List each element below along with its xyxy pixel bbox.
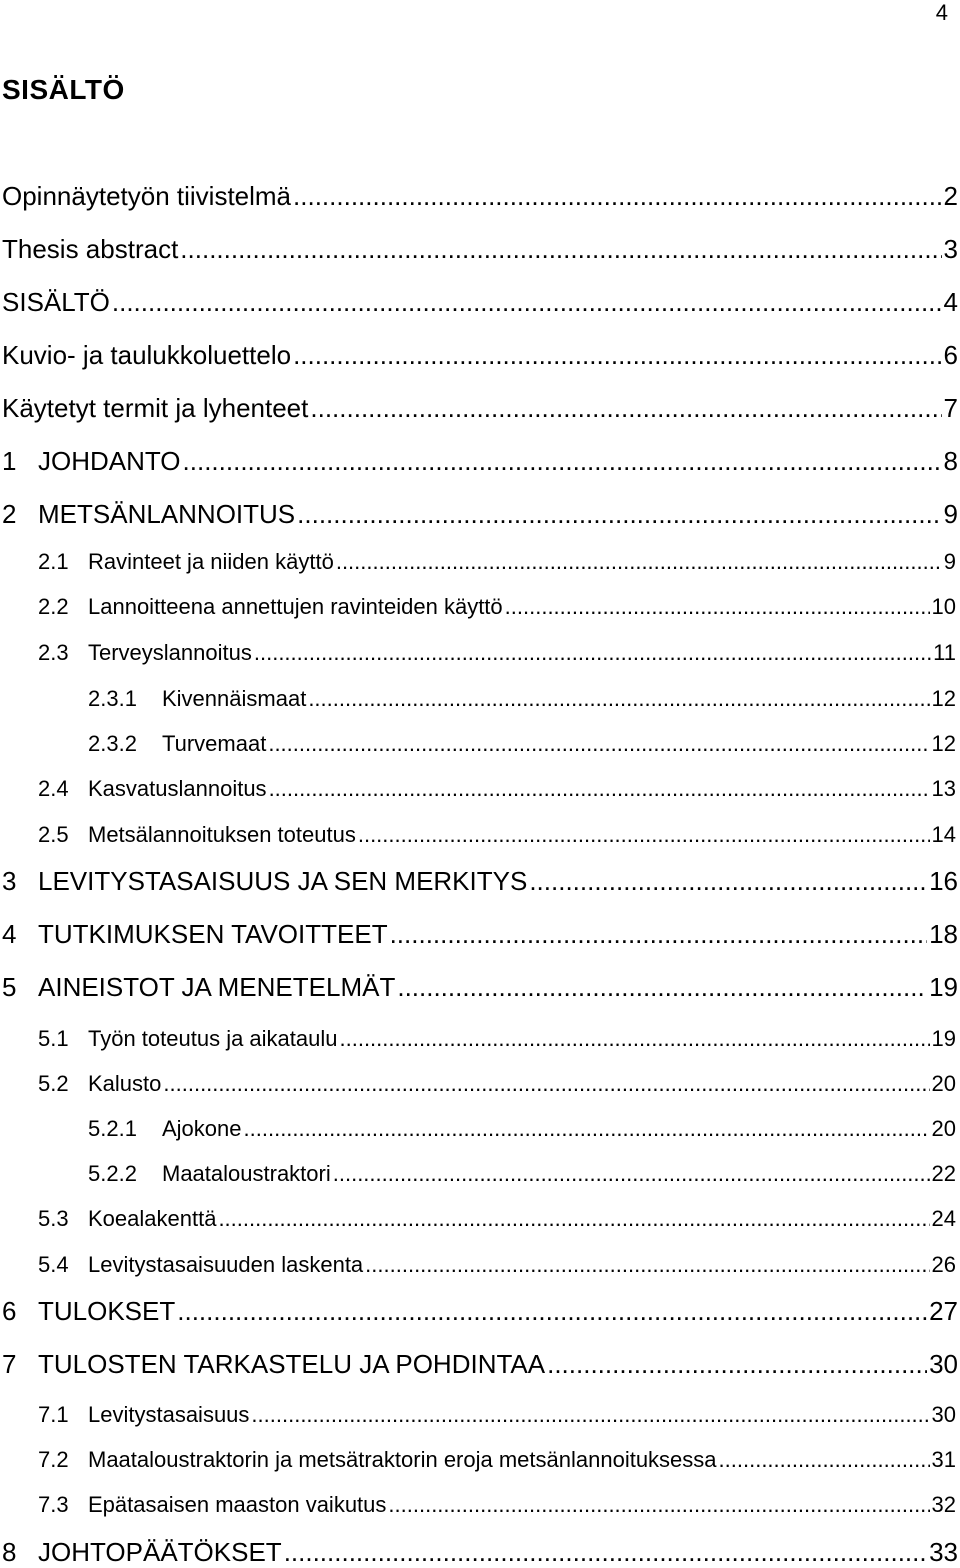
toc-entry-number: 4 [2, 919, 17, 949]
toc-entry-number: 5.2.1 [88, 1116, 137, 1141]
toc-entry[interactable] [2, 501, 958, 527]
toc-entry[interactable] [38, 551, 956, 573]
toc-entry-title: JOHDANTO [38, 446, 181, 476]
toc-entry-page: 11 [933, 640, 956, 665]
toc-entry-number: 2.4 [38, 776, 69, 801]
toc-entry-page: 6 [943, 340, 958, 370]
toc-entry-number: 2.3.2 [88, 731, 137, 756]
toc-dot-leader [112, 289, 942, 315]
toc-dot-leader [336, 551, 942, 573]
toc-entry-page: 33 [929, 1537, 958, 1567]
toc-entry-page: 13 [931, 776, 956, 801]
toc-entry-title: Terveyslannoitus [88, 640, 252, 665]
toc-entry-page: 9 [943, 549, 956, 574]
toc-entry-title: TUTKIMUKSEN TAVOITTEET [38, 919, 388, 949]
toc-entry[interactable] [38, 824, 956, 846]
toc-entry[interactable] [38, 1494, 956, 1516]
toc-entry-number: 7.2 [38, 1447, 69, 1472]
toc-entry-number: 1 [2, 446, 17, 476]
toc-entry-number: 5.2 [38, 1071, 69, 1096]
toc-dot-leader [529, 868, 927, 894]
page-number: 4 [935, 0, 948, 25]
toc-entry-page: 9 [943, 499, 958, 529]
toc-entry-page: 12 [931, 731, 956, 756]
toc-entry-title: Turvemaat [162, 731, 267, 756]
toc-entry-title: TULOKSET [38, 1296, 176, 1326]
toc-entry-title: Lannoitteena annettujen ravinteiden käyttö [88, 594, 503, 619]
toc-dot-leader [333, 1163, 930, 1185]
toc-entry-page: 26 [931, 1252, 956, 1277]
toc-entry-title: Maataloustraktorin ja metsätraktorin eroja metsänlannoituksessa [88, 1447, 717, 1472]
toc-entry-number: 2.2 [38, 594, 69, 619]
toc-entry[interactable] [88, 1163, 956, 1185]
toc-dot-leader [269, 778, 930, 800]
toc-entry-page: 16 [929, 866, 958, 896]
toc-entry-page: 7 [943, 393, 958, 423]
page-title: SISÄLTÖ [2, 74, 125, 105]
toc-entry-page: 30 [929, 1349, 958, 1379]
toc-dot-leader [293, 183, 942, 209]
toc-entry-number: 2.1 [38, 549, 69, 574]
toc-entry[interactable] [2, 974, 958, 1000]
toc-entry[interactable] [88, 688, 956, 710]
toc-dot-leader [358, 824, 930, 846]
toc-entry-number: 7.3 [38, 1492, 69, 1517]
toc-entry-title: Ajokone [162, 1116, 242, 1141]
toc-entry[interactable] [38, 596, 956, 618]
toc-entry[interactable] [38, 1208, 956, 1230]
toc-entry[interactable] [88, 733, 956, 755]
toc-entry-number: 2.3.1 [88, 686, 137, 711]
toc-entry-title: Metsälannoituksen toteutus [88, 822, 356, 847]
toc-entry[interactable] [38, 1028, 956, 1050]
toc-dot-leader [547, 1351, 927, 1377]
toc-entry-page: 10 [931, 594, 956, 619]
toc-entry-page: 19 [929, 972, 958, 1002]
toc-entry-page: 32 [931, 1492, 956, 1517]
toc-entry[interactable] [38, 778, 956, 800]
toc-entry-number: 6 [2, 1296, 17, 1326]
toc-entry-number: 5 [2, 972, 17, 1002]
toc-entry-page: 24 [931, 1206, 956, 1231]
toc-entry-title: SISÄLTÖ [2, 287, 110, 317]
toc-entry-title: Thesis abstract [2, 234, 179, 264]
toc-entry-title: Kivennäismaat [162, 686, 307, 711]
toc-entry[interactable] [38, 1449, 956, 1471]
toc-dot-leader [719, 1449, 930, 1471]
toc-dot-leader [365, 1254, 929, 1276]
toc-entry-page: 22 [931, 1161, 956, 1186]
toc-dot-leader [183, 448, 942, 474]
toc-entry-number: 3 [2, 866, 17, 896]
toc-entry-title: Työn toteutus ja aikataulu [88, 1026, 338, 1051]
toc-dot-leader [163, 1073, 929, 1095]
toc-entry[interactable] [2, 868, 958, 894]
toc-dot-leader [397, 974, 927, 1000]
toc-entry-title: Kasvatuslannoitus [88, 776, 267, 801]
toc-dot-leader [310, 395, 941, 421]
toc-entry-number: 2.3 [38, 640, 69, 665]
toc-entry[interactable] [2, 236, 958, 262]
toc-entry-number: 2 [2, 499, 17, 529]
toc-entry-title: Koealakenttä [88, 1206, 217, 1231]
toc-entry[interactable] [38, 1254, 956, 1276]
toc-dot-leader [254, 642, 931, 664]
toc-entry-title: Kalusto [88, 1071, 162, 1096]
toc-entry-page: 2 [943, 181, 958, 211]
toc-entry-title: JOHTOPÄÄTÖKSET [38, 1537, 282, 1567]
toc-dot-leader [388, 1494, 929, 1516]
toc-dot-leader [308, 688, 929, 710]
toc-entry[interactable] [2, 342, 958, 368]
toc-dot-leader [293, 342, 941, 368]
toc-entry-title: Levitystasaisuuden laskenta [88, 1252, 364, 1277]
toc-entry-page: 3 [943, 234, 958, 264]
toc-entry-page: 12 [931, 686, 956, 711]
toc-entry[interactable] [2, 395, 958, 421]
toc-entry-title: Kuvio- ja taulukkoluettelo [2, 340, 292, 370]
toc-entry[interactable] [2, 1298, 958, 1324]
toc-entry-title: Ravinteet ja niiden käyttö [88, 549, 334, 574]
toc-entry-page: 8 [943, 446, 958, 476]
toc-entry-number: 5.3 [38, 1206, 69, 1231]
toc-dot-leader [180, 236, 941, 262]
toc-entry[interactable] [2, 1539, 958, 1565]
toc-entry[interactable] [38, 1404, 956, 1426]
toc-entry-title: Käytetyt termit ja lyhenteet [2, 393, 309, 423]
toc-entry[interactable] [38, 1073, 956, 1095]
toc-entry-number: 7 [2, 1349, 17, 1379]
toc-entry-title: Opinnäytetyön tiivistelmä [2, 181, 292, 211]
toc-dot-leader [284, 1539, 927, 1565]
toc-entry-page: 27 [929, 1296, 958, 1326]
toc-entry-page: 20 [931, 1116, 956, 1141]
toc-entry-title: AINEISTOT JA MENETELMÄT [38, 972, 396, 1002]
toc-entry[interactable] [2, 448, 958, 474]
toc-entry-number: 5.1 [38, 1026, 69, 1051]
toc-entry-number: 5.4 [38, 1252, 69, 1277]
toc-dot-leader [390, 921, 928, 947]
toc-entry-page: 30 [931, 1402, 956, 1427]
toc-dot-leader [297, 501, 941, 527]
toc-dot-leader [251, 1404, 929, 1426]
toc-dot-leader [340, 1028, 930, 1050]
toc-entry[interactable] [2, 289, 958, 315]
toc-entry[interactable] [88, 1118, 956, 1140]
toc-dot-leader [218, 1208, 929, 1230]
toc-entry-number: 5.2.2 [88, 1161, 137, 1186]
toc-entry-title: Epätasaisen maaston vaikutus [88, 1492, 387, 1517]
toc-entry-title: Levitystasaisuus [88, 1402, 250, 1427]
toc-dot-leader [244, 1118, 930, 1140]
toc-entry-title: TULOSTEN TARKASTELU JA POHDINTAA [38, 1349, 546, 1379]
toc-entry-page: 31 [931, 1447, 956, 1472]
toc-entry-number: 8 [2, 1537, 17, 1567]
toc-entry-title: METSÄNLANNOITUS [38, 499, 296, 529]
toc-entry-page: 4 [943, 287, 958, 317]
toc-dot-leader [268, 733, 929, 755]
toc-entry-page: 14 [931, 822, 956, 847]
toc-entry-number: 2.5 [38, 822, 69, 847]
toc-entry-page: 18 [929, 919, 958, 949]
toc-entry[interactable] [2, 921, 958, 947]
toc-entry[interactable] [2, 183, 958, 209]
toc-entry[interactable] [2, 1351, 958, 1377]
toc-entry-page: 20 [931, 1071, 956, 1096]
toc-dot-leader [505, 596, 930, 618]
toc-entry-number: 7.1 [38, 1402, 69, 1427]
toc-entry-page: 19 [931, 1026, 956, 1051]
toc-entry-title: LEVITYSTASAISUUS JA SEN MERKITYS [38, 866, 528, 896]
toc-dot-leader [177, 1298, 927, 1324]
toc-entry[interactable] [38, 642, 956, 664]
toc-entry-title: Maataloustraktori [162, 1161, 331, 1186]
